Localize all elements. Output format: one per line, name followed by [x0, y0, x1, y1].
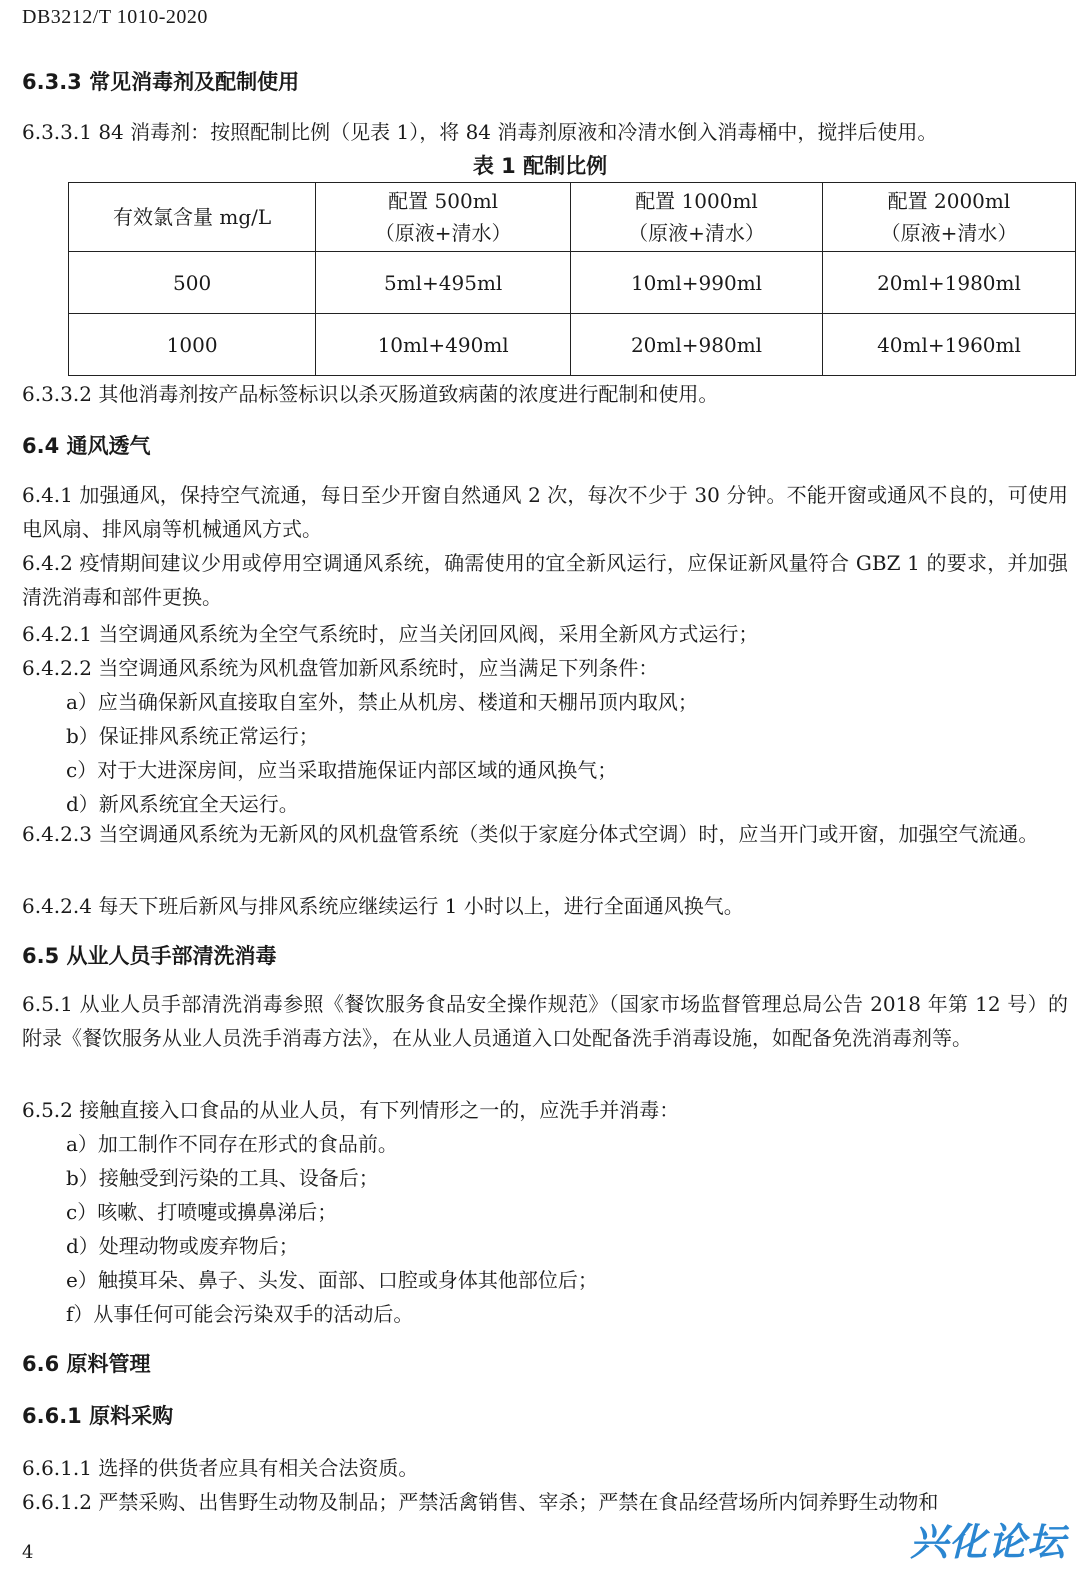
- paragraph-6-6-1-2: 6.6.1.2 严禁采购、出售野生动物及制品；严禁活禽销售、宰杀；严禁在食品经营场所内饲养野生动物和: [22, 1490, 939, 1514]
- heading-6-6-1: 6.6.1 原料采购: [22, 1404, 174, 1428]
- paragraph-6-3-3-1: 6.3.3.1 84 消毒剂：按照配制比例（见表 1），将 84 消毒剂原液和冷清水倒入消毒桶中，搅拌后使用。: [22, 120, 938, 144]
- table-row: [69, 252, 1076, 314]
- heading-6-4: 6.4 通风透气: [22, 434, 151, 458]
- header-1000ml-line1: 配置 1000ml: [635, 189, 758, 213]
- paragraph-6-4-2: 6.4.2 疫情期间建议少用或停用空调通风系统，确需使用的宜全新风运行，应保证新风量符合 GBZ 1 的要求，并加强清洗消毒和部件更换。: [22, 551, 1068, 609]
- list-item: a）应当确保新风直接取自室外，禁止从机房、楼道和天棚吊顶内取风；: [66, 690, 698, 714]
- table-row: [69, 314, 1076, 376]
- paragraph-6-4-2-4: 6.4.2.4 每天下班后新风与排风系统应继续运行 1 小时以上，进行全面通风换气。: [22, 894, 744, 918]
- list-item: a）加工制作不同存在形式的食品前。: [66, 1132, 398, 1156]
- header-cell-2000ml: [822, 183, 1075, 252]
- table-cell: 20ml+1980ml: [822, 252, 1075, 314]
- header-cell-500ml: [316, 183, 571, 252]
- list-item: b）保证排风系统正常运行；: [66, 724, 319, 748]
- forum-watermark-logo: 兴化论坛: [909, 1520, 1066, 1564]
- standard-code: DB3212/T 1010-2020: [22, 6, 208, 28]
- header-cell-1000ml: [571, 183, 823, 252]
- page-number: 4: [22, 1542, 34, 1563]
- paragraph-6-6-1-1: 6.6.1.1 选择的供货者应具有相关合法资质。: [22, 1456, 419, 1480]
- list-item: d）新风系统宜全天运行。: [66, 792, 299, 816]
- paragraph-6-4-2-2: 6.4.2.2 当空调通风系统为风机盘管加新风系统时，应当满足下列条件：: [22, 656, 659, 680]
- list-item: c）咳嗽、打喷嚏或擤鼻涕后；: [66, 1200, 338, 1224]
- header-500ml-line1: 配置 500ml: [388, 189, 499, 213]
- list-item: b）接触受到污染的工具、设备后；: [66, 1166, 379, 1190]
- table-cell: 5ml+495ml: [316, 252, 571, 314]
- paragraph-6-4-2-3: 6.4.2.3 当空调通风系统为无新风的风机盘管系统（类似于家庭分体式空调）时，应当开门或开窗，加强空气流通。: [22, 822, 1039, 846]
- table-cell: 40ml+1960ml: [822, 314, 1075, 376]
- heading-6-3-3: 6.3.3 常见消毒剂及配制使用: [22, 70, 300, 94]
- list-item: d）处理动物或废弃物后；: [66, 1234, 299, 1258]
- heading-6-6: 6.6 原料管理: [22, 1352, 151, 1376]
- paragraph-6-5-1: 6.5.1 从业人员手部清洗消毒参照《餐饮服务食品安全操作规范》（国家市场监督管理总局公告 2018 年第 12 号）的附录《餐饮服务从业人员洗手消毒方法》，在从业人员通道入口处配备洗手消毒设施，如配备免洗消毒剂等。: [22, 992, 1068, 1050]
- table-cell: 10ml+990ml: [571, 252, 823, 314]
- header-2000ml-line1: 配置 2000ml: [887, 189, 1011, 213]
- list-item: f）从事任何可能会污染双手的活动后。: [66, 1302, 414, 1326]
- table-cell: 1000: [69, 314, 316, 376]
- table-cell: 10ml+490ml: [316, 314, 571, 376]
- list-item: c）对于大进深房间，应当采取措施保证内部区域的通风换气；: [66, 758, 618, 782]
- table-cell: 20ml+980ml: [571, 314, 823, 376]
- header-cell-chlorine: 有效氯含量 mg/L: [69, 183, 316, 252]
- table-title: 表 1 配制比例: [472, 154, 608, 178]
- table-header-row: [69, 183, 1076, 252]
- header-1000ml-line2: （原液+清水）: [628, 221, 765, 245]
- table-cell: 500: [69, 252, 316, 314]
- paragraph-6-5-2: 6.5.2 接触直接入口食品的从业人员，有下列情形之一的，应洗手并消毒：: [22, 1098, 680, 1122]
- paragraph-6-4-2-1: 6.4.2.1 当空调通风系统为全空气系统时，应当关闭回风阀，采用全新风方式运行；: [22, 622, 759, 646]
- list-item: e）触摸耳朵、鼻子、头发、面部、口腔或身体其他部位后；: [66, 1268, 598, 1292]
- paragraph-6-4-1: 6.4.1 加强通风，保持空气流通，每日至少开窗自然通风 2 次，每次不少于 30 分钟。不能开窗或通风不良的，可使用电风扇、排风扇等机械通风方式。: [22, 483, 1068, 541]
- header-2000ml-line2: （原液+清水）: [880, 221, 1018, 245]
- heading-6-5: 6.5 从业人员手部清洗消毒: [22, 944, 277, 968]
- header-500ml-line2: （原液+清水）: [374, 221, 512, 245]
- ratio-table: [68, 182, 1076, 376]
- paragraph-6-3-3-2: 6.3.3.2 其他消毒剂按产品标签标识以杀灭肠道致病菌的浓度进行配制和使用。: [22, 382, 719, 406]
